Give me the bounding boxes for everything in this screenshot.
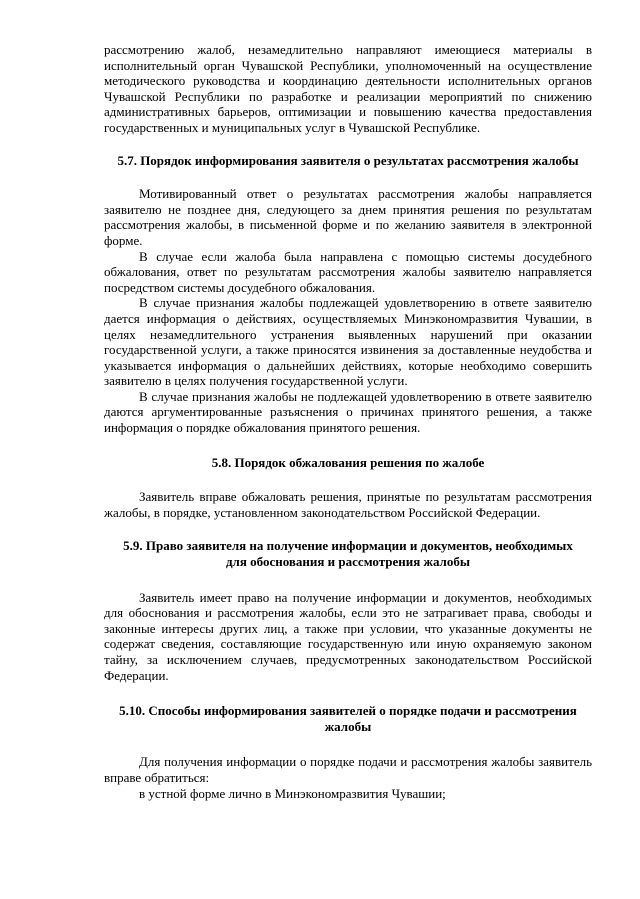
section-5-10-heading-line-1: 5.10. Способы информирования заявителей о порядке подачи и рассмотрения: [119, 703, 577, 719]
section-5-10-paragraph-2: в устной форме лично в Минэкономразвития Чувашии;: [139, 785, 446, 801]
section-5-7-paragraph-2: В случае если жалоба была направлена с помощью системы досудебного обжалования, ответ по результатам рассмотрения жалобы заявителю направляется посредством системы досудебного обжалования.: [104, 248, 592, 295]
section-5-7-paragraph-3: В случае признания жалобы подлежащей удовлетворению в ответе заявителю дается информация о действиях, осуществляемых Минэкономразвития Чувашии, в целях незамедлительного устранения выявленных нарушений при оказании государственной услуги, а также приносятся извинения за доставленные неудобства и указывается информация о дальнейших действиях, которые необходимо совершить заявителю в целях получения государственной услуги.: [104, 295, 592, 389]
section-5-9-heading-line-1: 5.9. Право заявителя на получение информации и документов, необходимых: [123, 538, 573, 554]
section-5-10-heading: [104, 703, 592, 734]
intro-paragraph: рассмотрению жалоб, незамедлительно направляют имеющиеся материалы в исполнительный орган Чувашской Республики, уполномоченный на осуществление методического руководства и координацию деятельности исполнительных органов Чувашской Республики по разработке и реализации мероприятий по снижению административных барьеров, оптимизации и повышению качества предоставления государственных и муниципальных услуг в Чувашской Республике.: [104, 42, 592, 135]
section-5-9-heading-line-2: для обоснования и рассмотрения жалобы: [225, 554, 471, 570]
section-5-7-paragraph-4: В случае признания жалобы не подлежащей удовлетворению в ответе заявителю даются аргументированные разъяснения о причинах принятого решения, а также информация о порядке обжалования принятого решения.: [104, 388, 592, 436]
section-5-7-heading: 5.7. Порядок информирования заявителя о результатах рассмотрения жалобы: [117, 152, 579, 168]
section-5-10-heading-line-2: жалобы: [324, 718, 372, 734]
section-5-7-paragraph-1: Мотивированный ответ о результатах рассмотрения жалобы направляется заявителю не позднее дня, следующего за днем принятия решения по результатам рассмотрения жалобы, в письменной форме и по желанию заявителя в электронной форме.: [104, 186, 592, 248]
section-5-8-paragraph-1: Заявитель вправе обжаловать решения, принятые по результатам рассмотрения жалобы, в порядке, установленном законодательством Российской Федерации.: [104, 489, 592, 520]
section-5-10-paragraph-1: Для получения информации о порядке подачи и рассмотрения жалобы заявитель вправе обратиться:: [104, 754, 592, 785]
section-5-8-heading: 5.8. Порядок обжалования решения по жалобе: [211, 454, 485, 470]
section-5-9-heading: [104, 538, 592, 569]
section-5-9-paragraph-1: Заявитель имеет право на получение информации и документов, необходимых для обоснования и рассмотрения жалобы, если это не затрагивает права, свободы и законные интересы других лиц, а также при условии, что указанные документы не содержат сведения, составляющие государственную или иную охраняемую законом тайну, за исключением случаев, предусмотренных законодательством Российской Федерации.: [104, 589, 592, 683]
